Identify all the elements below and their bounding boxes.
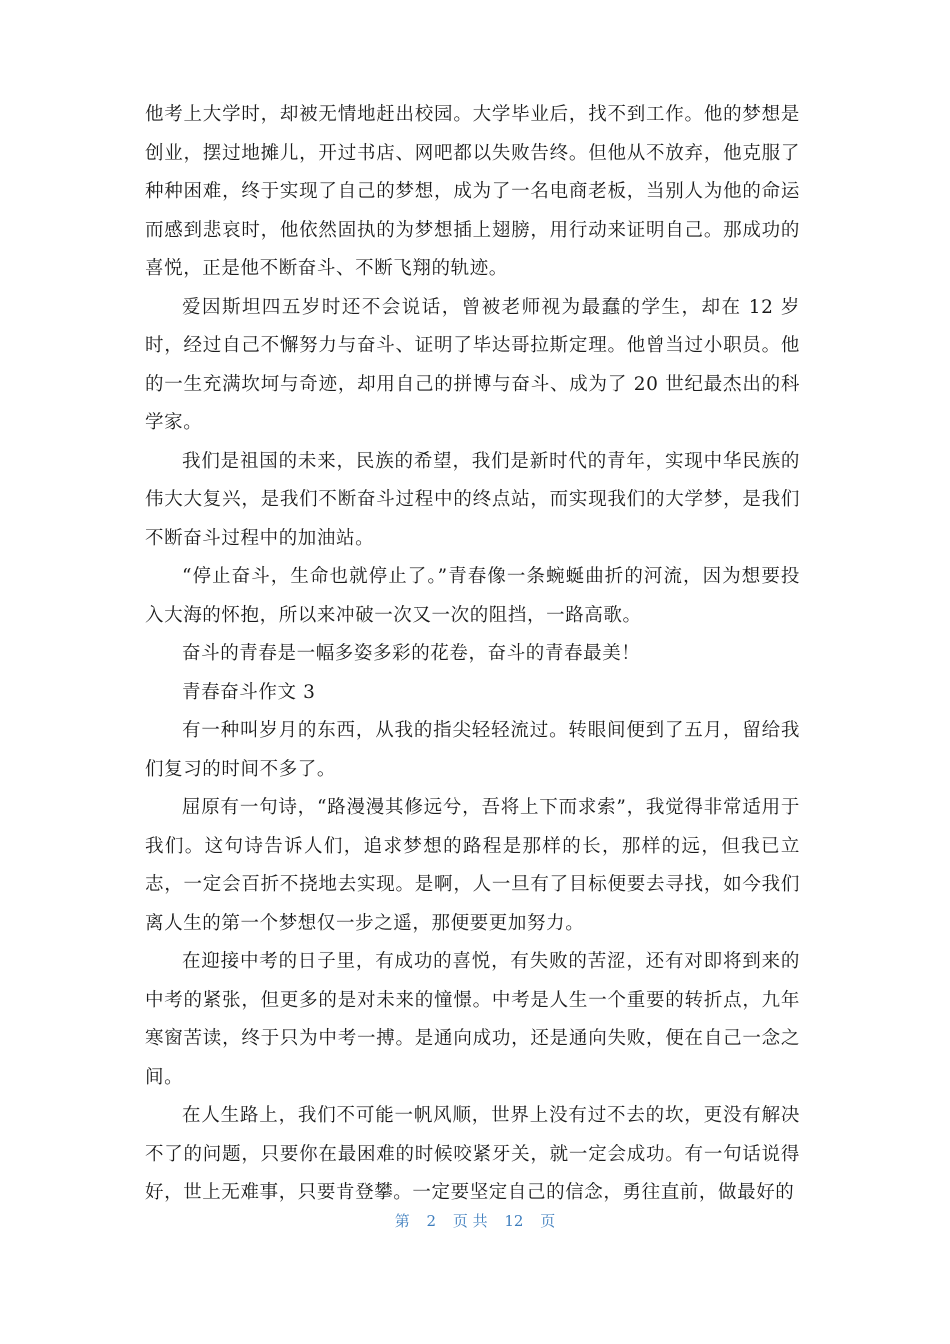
- paragraph-6: 有一种叫岁月的东西，从我的指尖轻轻流过。转眼间便到了五月，留给我们复习的时间不多了。: [145, 720, 800, 780]
- paragraph-8: 在迎接中考的日子里，有成功的喜悦，有失败的苦涩，还有对即将到来的中考的紧张，但更多的是对未来的憧憬。中考是人生一个重要的转折点，九年寒窗苦读，终于只为中考一搏。是通向成功，还是通向失败，便在自己一念之间。: [145, 951, 800, 1088]
- section-heading: 青春奋斗作文 3: [182, 681, 316, 703]
- footer-page-number: 2: [426, 1212, 437, 1230]
- paragraph-5: 奋斗的青春是一幅多姿多彩的花卷，奋斗的青春最美！: [182, 643, 641, 664]
- document-body: [145, 96, 800, 1213]
- footer-total-pages: 12: [504, 1212, 524, 1230]
- paragraph-9: 在人生路上，我们不可能一帆风顺，世界上没有过不去的坎，更没有解决不了的问题，只要你在最困难的时候咬紧牙关，就一定会成功。有一句话说得好，世上无难事，只要肯登攀。一定要坚定自己的信念，勇往直前，做最好的: [145, 1105, 800, 1203]
- footer-prefix: 第: [394, 1212, 410, 1230]
- footer-middle: 页 共: [452, 1212, 488, 1230]
- footer-suffix: 页: [540, 1212, 556, 1230]
- paragraph-4: “停止奋斗，生命也就停止了。”青春像一条蜿蜒曲折的河流，因为想要投入大海的怀抱，所以来冲破一次又一次的阻挡，一路高歌。: [145, 566, 800, 626]
- paragraph-3: 我们是祖国的未来，民族的希望，我们是新时代的青年，实现中华民族的伟大大复兴，是我们不断奋斗过程中的终点站，而实现我们的大学梦，是我们不断奋斗过程中的加油站。: [145, 450, 800, 549]
- page-footer: [0, 1210, 950, 1231]
- paragraph-2: 爱因斯坦四五岁时还不会说话，曾被老师视为最蠢的学生，却在 12 岁时，经过自己不懈努力与奋斗、证明了毕达哥拉斯定理。他曾当过小职员。他的一生充满坎坷与奇迹，却用自己的拼博与奋斗、成为了 20 世纪最杰出的科学家。: [145, 296, 800, 433]
- paragraph-1: 他考上大学时，却被无情地赶出校园。大学毕业后，找不到工作。他的梦想是创业，摆过地摊儿，开过书店、网吧都以失败告终。但他从不放弃，他克服了种种困难，终于实现了自己的梦想，成为了一名电商老板，当别人为他的命运而感到悲哀时，他依然固执的为梦想插上翅膀，用行动来证明自己。那成功的喜悦，正是他不断奋斗、不断飞翔的轨迹。: [145, 104, 800, 279]
- paragraph-7: 屈原有一句诗，“路漫漫其修远兮，吾将上下而求索”，我觉得非常适用于我们。这句诗告诉人们，追求梦想的路程是那样的长，那样的远，但我已立志，一定会百折不挠地去实现。是啊，人一旦有了目标便要去寻找，如今我们离人生的第一个梦想仅一步之遥，那便要更加努力。: [145, 797, 800, 934]
